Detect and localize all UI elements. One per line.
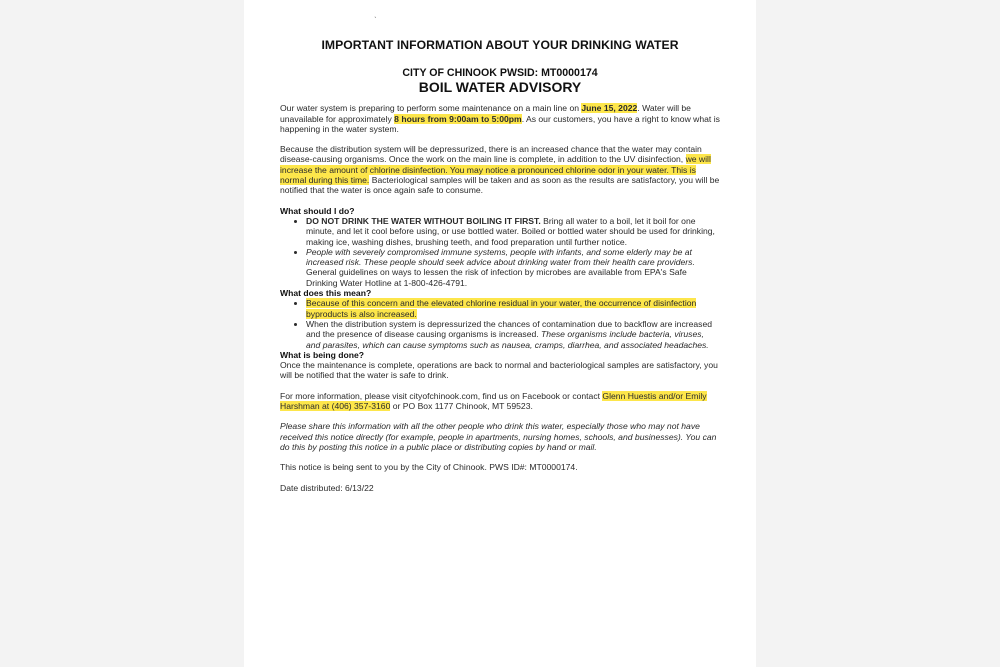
notice-subtitle: CITY OF CHINOOK PWSID: MT0000174: [402, 67, 598, 80]
notice-content: [280, 40, 720, 493]
right-margin: [756, 0, 1000, 667]
left-margin: [0, 0, 244, 667]
contact-paragraph: [280, 391, 720, 412]
notice-title: IMPORTANT INFORMATION ABOUT YOUR DRINKING WATER: [321, 38, 679, 52]
contact-text-a: For more information, please visit cityofchinook.com, find us on Facebook or contact: [280, 390, 603, 401]
notice-page: [244, 0, 756, 667]
advisory-heading: BOIL WATER ADVISORY: [418, 79, 582, 96]
boil-instructions: Bring all water to a boil, let it boil for one minute, and let it cool before using, or use bottled water. Boiled or bottled water should be used for drinking, making ice, washing dishes, brushing teeth, and food preparation until further notice.: [306, 215, 715, 247]
maintenance-date: June 15, 2022: [581, 103, 638, 114]
outage-hours: 8 hours from 9:00am to 5:00pm: [394, 113, 522, 124]
boil-warning: DO NOT DRINK THE WATER WITHOUT BOILING IT FIRST.: [306, 215, 541, 226]
para1-text-a: Our water system is preparing to perform some maintenance on a main line on: [280, 103, 582, 114]
being-done-heading: What is being done?: [280, 349, 365, 360]
byproducts-highlight: Because of this concern and the elevated chlorine residual in your water, the occurrence of disinfection byproducts is also increased.: [306, 298, 697, 319]
sent-by-line: This notice is being sent to you by the City of Chinook. PWS ID#: MT0000174.: [280, 462, 578, 473]
para2-text-b: Bacteriological samples will be taken and as soon as the results are satisfactory, you will be notified that the water is once again safe to consume.: [280, 175, 720, 196]
at-risk-note: People with severely compromised immune systems, people with infants, and some elderly may be at increased risk. These people should seek advice about drinking water from their health care providers.: [306, 246, 695, 268]
contact-names-highlight: Glenn Huestis and/or Emily Harshman at (406) 357-3160: [280, 390, 707, 412]
chlorine-highlight: we will increase the amount of chlorine disinfection. You may notice a pronounced chlorine odor in your water. This is normal during this time.: [280, 154, 711, 186]
list-item: [306, 319, 720, 350]
para1-text-b: . Water will be unavailable for approximately: [280, 103, 691, 124]
para1-text-c: . As our customers, you have a right to know what is happening in the water system.: [280, 113, 720, 134]
contact-text-b: or PO Box 1177 Chinook, MT 59523.: [390, 401, 533, 412]
does-mean-heading: What does this mean?: [280, 288, 372, 299]
para2-text-a: Because the distribution system will be depressurized, there is an increased chance that the water may contain disease-causing organisms. Once the work on the main line is complete, in addition to the UV disinfection,: [280, 144, 702, 165]
maintenance-paragraph: [280, 103, 720, 134]
should-do-heading: What should I do?: [280, 205, 355, 216]
epa-hotline-text: General guidelines on ways to lessen the risk of infection by microbes are available from EPA's Safe Drinking Water Hotline at 1-800-426-4791.: [306, 267, 687, 288]
does-mean-list: [280, 298, 720, 349]
stray-mark: ˋ: [374, 16, 377, 25]
list-item: [306, 247, 720, 288]
should-do-list: [280, 216, 720, 288]
organisms-note: These organisms include bacteria, viruses, and parasites, which can cause symptoms such as nausea, cramps, diarrhea, and associated headaches.: [306, 329, 709, 350]
list-item: [306, 298, 720, 319]
list-item: [306, 216, 720, 247]
date-distributed: Date distributed: 6/13/22: [280, 482, 374, 493]
contamination-text: When the distribution system is depressurized the chances of contamination due to backflow are increased and the presence of disease causing organisms is increased.: [306, 318, 713, 340]
share-paragraph: Please share this information with all the other people who drink this water, especially those who may not have received this notice directly (for example, people in apartments, nursing homes, schools, and businesses). You can do this by posting this notice in a public place or distributing copies by hand or mail.: [280, 421, 717, 452]
being-done-text: Once the maintenance is complete, operations are back to normal and bacteriological samples are satisfactory, you will be notified that the water is safe to drink.: [280, 360, 718, 381]
depressurization-paragraph: [280, 144, 720, 195]
